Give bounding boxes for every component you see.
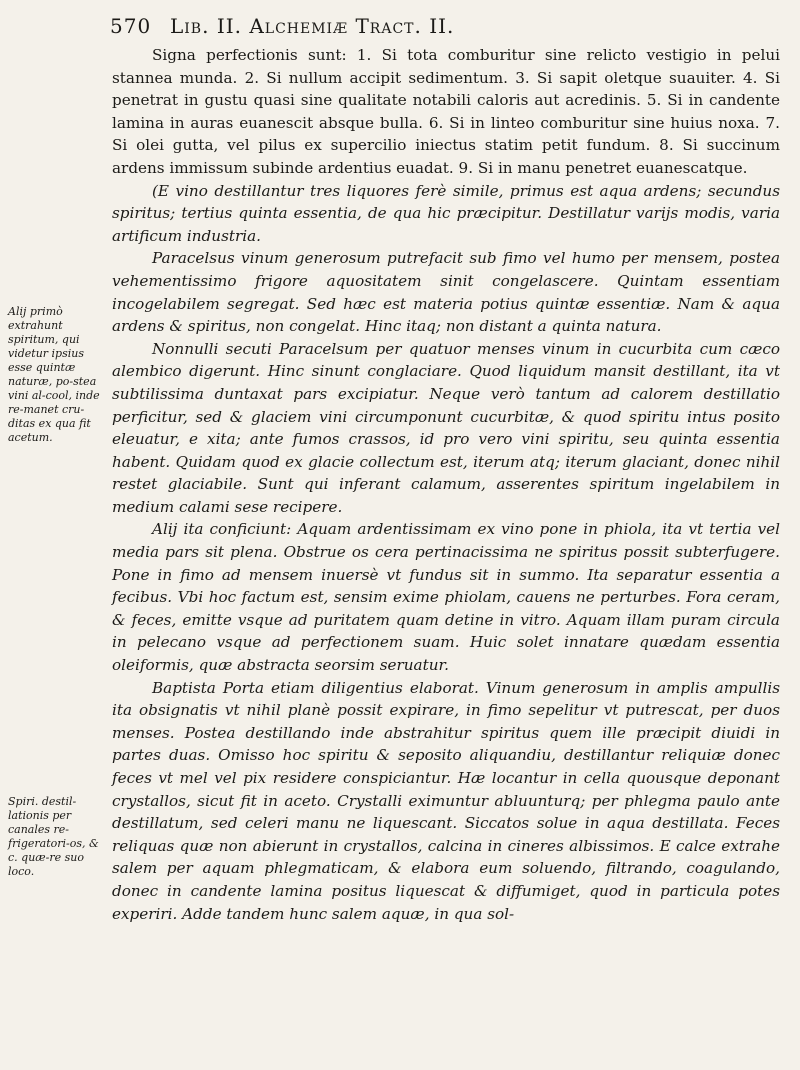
paragraph-vinum: (E vino destillantur tres liquores ferè simile, primus est aqua ardens; secundus spiritus; tertius quinta essentia, de qua hic præcipitur. Destillatur varijs modis, varia artificum industria.	[112, 181, 780, 245]
page-number: 570	[110, 14, 152, 38]
page-header	[110, 14, 760, 44]
running-head: Lib. II. Alchemiæ Tract. II.	[170, 14, 455, 38]
paragraph-nonnulli: Nonnulli secuti Paracelsum per quatuor menses vinum in cucurbita cum cæco alembico digerunt. Hinc sinunt conglaciare. Quod liquidum mansit destillant, ita vt subtilissima duntaxat pars excipiatur. Neque verò tantum ad calorem destillatio perficitur, sed & glaciem vini circumponunt cucurbitæ, & quod spiritu intus posito eleuatur, e xita; ante fumos crassos, id pro vero vini spiritu, seu quinta essentia habent. Quidam quod ex glacie collectum est, iterum atq; iterum glaciant, donec nihil restet glaciabile. Sunt qui inferant calamum, asserentes spiritum ingelabilem in medium calami sese recipere.	[112, 339, 780, 516]
paragraph-alij: Alij ita conficiunt: Aquam ardentissimam ex vino pone in phiola, ita vt tertia vel media pars sit plena. Obstrue os cera pertinacissima ne spiritus possit subterfugere. Pone in fimo ad mensem inuersè vt fundus sit in summo. Ita separatur essentia a fecibus. Vbi hoc factum est, sensim exime phiolam, cauens ne perturbes. Fora ceram, & feces, emitte vsque ad puritatem quam detine in vitro. Aquam illam puram circula in pelecano vsque ad perfectionem suam. Huic solet innatare quædam essentia oleiformis, quæ abstracta seorsim seruatur.	[112, 520, 780, 675]
paragraph-signs: Signa perfectionis sunt: 1. Si tota comburitur sine relicto vestigio in pelui stannea munda. 2. Si nullum accipit sedimentum. 3. Si sapit oletque suauiter. 4. Si penetrat in gustu quasi sine qualitate notabili caloris aut acredinis. 5. Si in candente lamina in auras euanescit absque bulla. 6. Si in linteo comburitur sine huius noxa. 7. Si olei gutta, vel pilus ex supercilio iniectus statim petit fundum. 8. Si succinum ardens immissum subinde ardentius euadat. 9. Si in manu penetret euanescatque.	[112, 46, 780, 177]
paragraph-porta: Baptista Porta etiam diligentius elaborat. Vinum generosum in amplis ampullis ita obsignatis vt nihil planè possit expirare, in fimo sepelitur vt putrescat, per duos menses. Postea destillando inde abstrahitur spiritus quem ille præcipit diuidi in partes duas. Omisso hoc spiritu & seposito aliquandiu, destillantur reliquiæ donec feces vt mel vel pix residere conspiciantur. Hæ locantur in cella quousque deponant crystallos, sicut fit in aceto. Crystalli eximuntur abluunturq; per phlegma paulo ante destillatum, sed celeri manu ne liquescant. Siccatos solue in aqua destillata. Feces reliquas quæ non abierunt in crystallos, calcina in cineres albissimos. E calce extrahe salem per aquam phlegmaticam, & elabora eum soluendo, filtrando, coagulando, donec in candente lamina positus liquescat & diffumiget, quod in particula potes experiri. Adde tandem hunc salem aquæ, in qua sol-	[112, 678, 780, 923]
paragraph-paracelsus: Paracelsus vinum generosum putrefacit sub fimo vel humo per mensem, postea vehementissimo frigore aquositatem sinit congelascere. Quintam essentiam incogelabilem segregat. Sed hæc est materia potius quintæ essentiæ. Nam & aqua ardens & spiritus, non congelat. Hinc itaq; non distant a quinta natura.	[112, 249, 780, 336]
margin-note: Spiri. destil-lationis per canales re-frigeratori-os, & c. quæ-re suo loco.	[8, 795, 99, 878]
margin-note: Alij primò extrahunt spiritum, qui videtur ipsius esse quintæ naturæ, po-stea vini al-cool, inde re-manet cru-ditas ex qua fit acetum.	[8, 305, 100, 444]
main-text	[112, 44, 780, 925]
